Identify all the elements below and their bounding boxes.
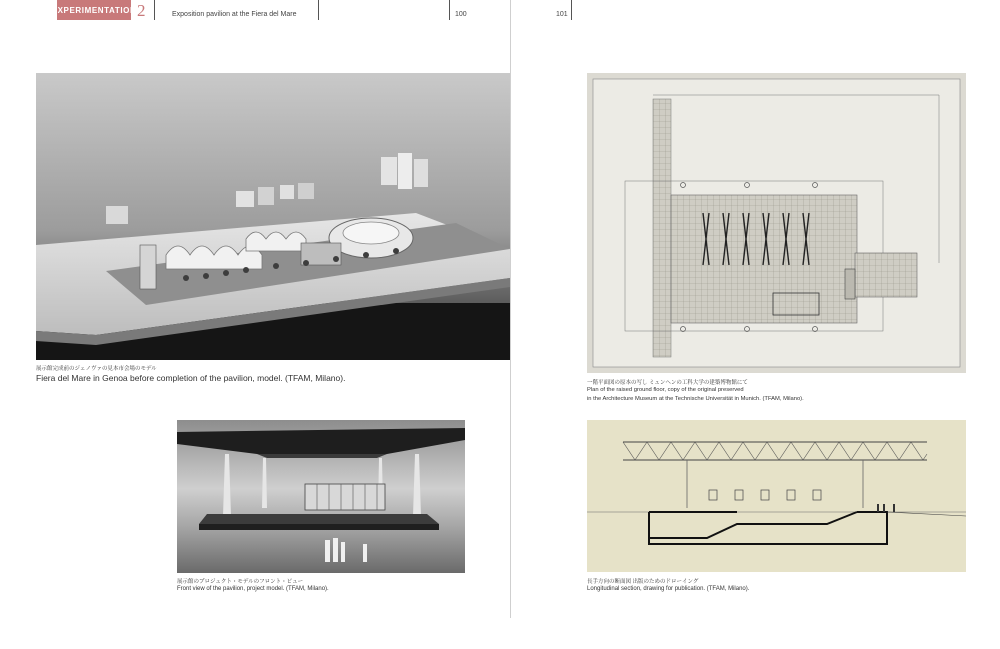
section-label: EXPERIMENTATION [51, 5, 137, 15]
caption-jp: 展示館完成前のジェノヴァの見本市会場のモデル [36, 366, 157, 372]
caption-jp: 一階平面図の原本の写し ミュンヘンの工科大学の建築博物館にて [587, 380, 748, 386]
page-spine [510, 0, 511, 618]
caption-en: Longitudinal section, drawing for publication. (TFAM, Milano). [587, 586, 750, 592]
header-divider [154, 0, 155, 20]
chapter-number: 2 [137, 1, 146, 20]
page-number-right: 101 [556, 11, 568, 18]
page-number-left: 100 [455, 11, 467, 18]
header-divider [571, 0, 572, 20]
caption-en: in the Architecture Museum at the Technische Universität in Munich. (TFAM, Milano). [587, 396, 804, 402]
caption-en: Front view of the pavilion, project model. (TFAM, Milano). [177, 586, 329, 592]
caption-jp: 展示館のプロジェクト・モデルのフロント・ビュー [177, 579, 304, 585]
header-divider [449, 0, 450, 20]
floor-plan-drawing [587, 73, 966, 373]
section-drawing [587, 420, 966, 572]
model-front-photo [177, 420, 465, 573]
caption-en: Plan of the raised ground floor, copy of the original preserved [587, 387, 744, 393]
caption-jp: 長手方向の断面図 出版のためのドローイング [587, 579, 699, 585]
running-title: Exposition pavilion at the Fiera del Mare [172, 11, 297, 18]
model-aerial-photo [36, 73, 510, 360]
section-tab [51, 0, 137, 20]
caption-en: Fiera del Mare in Genoa before completion of the pavilion, model. (TFAM, Milano). [36, 373, 346, 383]
header-divider [318, 0, 319, 20]
